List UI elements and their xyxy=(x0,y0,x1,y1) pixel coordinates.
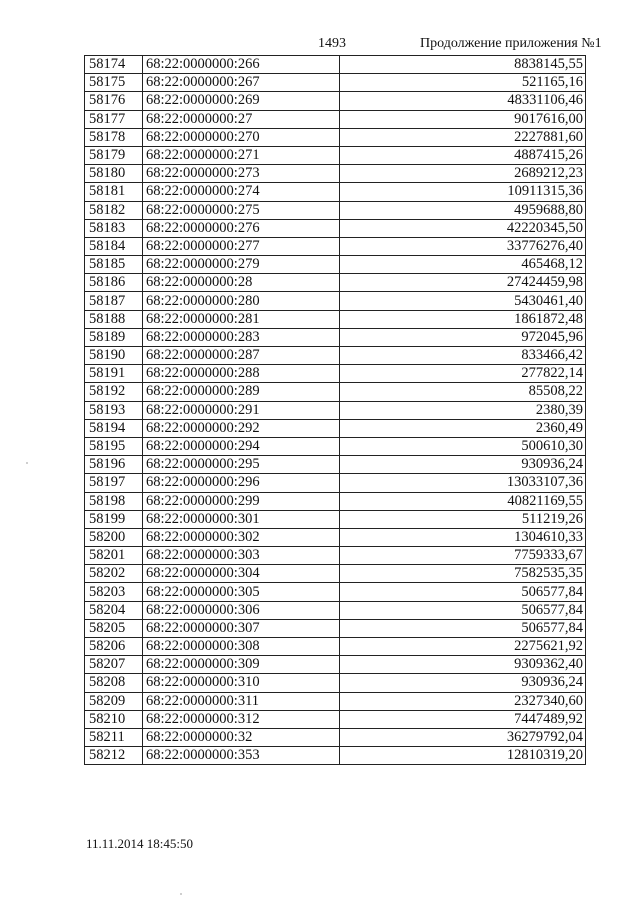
table-row xyxy=(85,383,586,401)
row-number: 58181 xyxy=(85,183,143,201)
row-number: 58192 xyxy=(85,383,143,401)
table-row xyxy=(85,347,586,365)
cadastral-number: 68:22:0000000:279 xyxy=(143,256,340,274)
cadastral-value: 4887415,26 xyxy=(340,146,586,164)
cadastral-number: 68:22:0000000:289 xyxy=(143,383,340,401)
table-row xyxy=(85,310,586,328)
cadastral-number: 68:22:0000000:271 xyxy=(143,146,340,164)
row-number: 58186 xyxy=(85,274,143,292)
table-row xyxy=(85,710,586,728)
cadastral-value: 833466,42 xyxy=(340,347,586,365)
cadastral-number: 68:22:0000000:32 xyxy=(143,728,340,746)
table-row xyxy=(85,437,586,455)
table-row xyxy=(85,201,586,219)
table-row xyxy=(85,728,586,746)
cadastral-value: 506577,84 xyxy=(340,601,586,619)
scan-speck xyxy=(180,893,182,895)
cadastral-value: 930936,24 xyxy=(340,674,586,692)
table-row xyxy=(85,146,586,164)
row-number: 58209 xyxy=(85,692,143,710)
cadastral-value: 7447489,92 xyxy=(340,710,586,728)
row-number: 58206 xyxy=(85,638,143,656)
table-row xyxy=(85,219,586,237)
cadastral-number: 68:22:0000000:27 xyxy=(143,110,340,128)
cadastral-value: 2380,39 xyxy=(340,401,586,419)
cadastral-value: 500610,30 xyxy=(340,437,586,455)
table-row xyxy=(85,401,586,419)
cadastral-number: 68:22:0000000:312 xyxy=(143,710,340,728)
row-number: 58199 xyxy=(85,510,143,528)
table-row xyxy=(85,492,586,510)
row-number: 58187 xyxy=(85,292,143,310)
cadastral-value: 40821169,55 xyxy=(340,492,586,510)
cadastral-value: 12810319,20 xyxy=(340,747,586,765)
table-row xyxy=(85,474,586,492)
table-row xyxy=(85,456,586,474)
footer-timestamp: 11.11.2014 18:45:50 xyxy=(86,836,194,851)
cadastral-value: 8838145,55 xyxy=(340,56,586,74)
table-row xyxy=(85,74,586,92)
cadastral-value: 521165,16 xyxy=(340,74,586,92)
cadastral-number: 68:22:0000000:304 xyxy=(143,565,340,583)
table-row xyxy=(85,292,586,310)
cadastral-number: 68:22:0000000:353 xyxy=(143,747,340,765)
cadastral-value: 2275621,92 xyxy=(340,638,586,656)
cadastral-value: 930936,24 xyxy=(340,456,586,474)
cadastral-number: 68:22:0000000:28 xyxy=(143,274,340,292)
table-row xyxy=(85,565,586,583)
table-row xyxy=(85,601,586,619)
table-row xyxy=(85,638,586,656)
cadastral-number: 68:22:0000000:267 xyxy=(143,74,340,92)
row-number: 58198 xyxy=(85,492,143,510)
table-row xyxy=(85,510,586,528)
cadastral-number: 68:22:0000000:275 xyxy=(143,201,340,219)
cadastral-number: 68:22:0000000:306 xyxy=(143,601,340,619)
table-row xyxy=(85,110,586,128)
table-row xyxy=(85,528,586,546)
cadastral-number: 68:22:0000000:308 xyxy=(143,638,340,656)
table-row xyxy=(85,747,586,765)
cadastral-value: 48331106,46 xyxy=(340,92,586,110)
table-row xyxy=(85,328,586,346)
cadastral-number: 68:22:0000000:281 xyxy=(143,310,340,328)
table-row xyxy=(85,165,586,183)
cadastral-number: 68:22:0000000:309 xyxy=(143,656,340,674)
row-number: 58190 xyxy=(85,347,143,365)
cadastral-number: 68:22:0000000:277 xyxy=(143,237,340,255)
cadastral-value: 9017616,00 xyxy=(340,110,586,128)
row-number: 58204 xyxy=(85,601,143,619)
row-number: 58193 xyxy=(85,401,143,419)
table-row xyxy=(85,92,586,110)
cadastral-number: 68:22:0000000:303 xyxy=(143,547,340,565)
cadastral-value: 2227881,60 xyxy=(340,128,586,146)
cadastral-value: 42220345,50 xyxy=(340,219,586,237)
cadastral-number: 68:22:0000000:299 xyxy=(143,492,340,510)
row-number: 58191 xyxy=(85,365,143,383)
row-number: 58194 xyxy=(85,419,143,437)
cadastral-value: 2327340,60 xyxy=(340,692,586,710)
row-number: 58182 xyxy=(85,201,143,219)
cadastral-value: 27424459,98 xyxy=(340,274,586,292)
table-row xyxy=(85,692,586,710)
row-number: 58174 xyxy=(85,56,143,74)
cadastral-number: 68:22:0000000:307 xyxy=(143,619,340,637)
table-row xyxy=(85,674,586,692)
table-row xyxy=(85,583,586,601)
row-number: 58184 xyxy=(85,237,143,255)
cadastral-value: 7582535,35 xyxy=(340,565,586,583)
cadastral-value: 506577,84 xyxy=(340,583,586,601)
cadastral-number: 68:22:0000000:310 xyxy=(143,674,340,692)
row-number: 58200 xyxy=(85,528,143,546)
table-row xyxy=(85,656,586,674)
cadastral-number: 68:22:0000000:292 xyxy=(143,419,340,437)
cadastral-number: 68:22:0000000:274 xyxy=(143,183,340,201)
row-number: 58176 xyxy=(85,92,143,110)
row-number: 58202 xyxy=(85,565,143,583)
cadastral-number: 68:22:0000000:294 xyxy=(143,437,340,455)
row-number: 58180 xyxy=(85,165,143,183)
cadastral-number: 68:22:0000000:288 xyxy=(143,365,340,383)
row-number: 58211 xyxy=(85,728,143,746)
cadastral-number: 68:22:0000000:276 xyxy=(143,219,340,237)
table-row xyxy=(85,128,586,146)
table-row xyxy=(85,274,586,292)
page-number: 1493 xyxy=(318,36,346,51)
row-number: 58183 xyxy=(85,219,143,237)
cadastral-value: 465468,12 xyxy=(340,256,586,274)
cadastral-value: 1861872,48 xyxy=(340,310,586,328)
row-number: 58189 xyxy=(85,328,143,346)
cadastral-value: 2689212,23 xyxy=(340,165,586,183)
cadastral-value: 506577,84 xyxy=(340,619,586,637)
row-number: 58196 xyxy=(85,456,143,474)
cadastral-number: 68:22:0000000:296 xyxy=(143,474,340,492)
cadastral-number: 68:22:0000000:287 xyxy=(143,347,340,365)
continuation-title: Продолжение приложения №1 xyxy=(420,36,602,51)
table-row xyxy=(85,619,586,637)
row-number: 58208 xyxy=(85,674,143,692)
cadastral-number: 68:22:0000000:301 xyxy=(143,510,340,528)
cadastral-value: 511219,26 xyxy=(340,510,586,528)
table-row xyxy=(85,56,586,74)
cadastral-number: 68:22:0000000:305 xyxy=(143,583,340,601)
cadastral-number: 68:22:0000000:273 xyxy=(143,165,340,183)
cadastral-value: 85508,22 xyxy=(340,383,586,401)
cadastral-number: 68:22:0000000:283 xyxy=(143,328,340,346)
row-number: 58203 xyxy=(85,583,143,601)
row-number: 58195 xyxy=(85,437,143,455)
cadastral-number: 68:22:0000000:302 xyxy=(143,528,340,546)
table-body xyxy=(85,56,586,765)
cadastral-value: 972045,96 xyxy=(340,328,586,346)
cadastral-number: 68:22:0000000:311 xyxy=(143,692,340,710)
cadastral-number: 68:22:0000000:266 xyxy=(143,56,340,74)
row-number: 58177 xyxy=(85,110,143,128)
table-row xyxy=(85,547,586,565)
table-row xyxy=(85,365,586,383)
cadastral-number: 68:22:0000000:269 xyxy=(143,92,340,110)
cadastral-value: 13033107,36 xyxy=(340,474,586,492)
cadastral-value: 9309362,40 xyxy=(340,656,586,674)
cadastral-value: 4959688,80 xyxy=(340,201,586,219)
table-row xyxy=(85,419,586,437)
row-number: 58179 xyxy=(85,146,143,164)
table-row xyxy=(85,256,586,274)
cadastral-value: 277822,14 xyxy=(340,365,586,383)
cadastral-value: 36279792,04 xyxy=(340,728,586,746)
row-number: 58197 xyxy=(85,474,143,492)
cadastral-number: 68:22:0000000:295 xyxy=(143,456,340,474)
cadastral-value: 7759333,67 xyxy=(340,547,586,565)
row-number: 58185 xyxy=(85,256,143,274)
row-number: 58178 xyxy=(85,128,143,146)
cadastral-table xyxy=(84,55,586,765)
cadastral-number: 68:22:0000000:270 xyxy=(143,128,340,146)
cadastral-value: 1304610,33 xyxy=(340,528,586,546)
cadastral-value: 2360,49 xyxy=(340,419,586,437)
cadastral-value: 10911315,36 xyxy=(340,183,586,201)
table-row xyxy=(85,183,586,201)
row-number: 58210 xyxy=(85,710,143,728)
row-number: 58207 xyxy=(85,656,143,674)
row-number: 58175 xyxy=(85,74,143,92)
row-number: 58205 xyxy=(85,619,143,637)
cadastral-value: 33776276,40 xyxy=(340,237,586,255)
cadastral-value: 5430461,40 xyxy=(340,292,586,310)
row-number: 58201 xyxy=(85,547,143,565)
cadastral-number: 68:22:0000000:280 xyxy=(143,292,340,310)
table-row xyxy=(85,237,586,255)
row-number: 58188 xyxy=(85,310,143,328)
row-number: 58212 xyxy=(85,747,143,765)
scan-speck xyxy=(26,462,28,464)
cadastral-number: 68:22:0000000:291 xyxy=(143,401,340,419)
